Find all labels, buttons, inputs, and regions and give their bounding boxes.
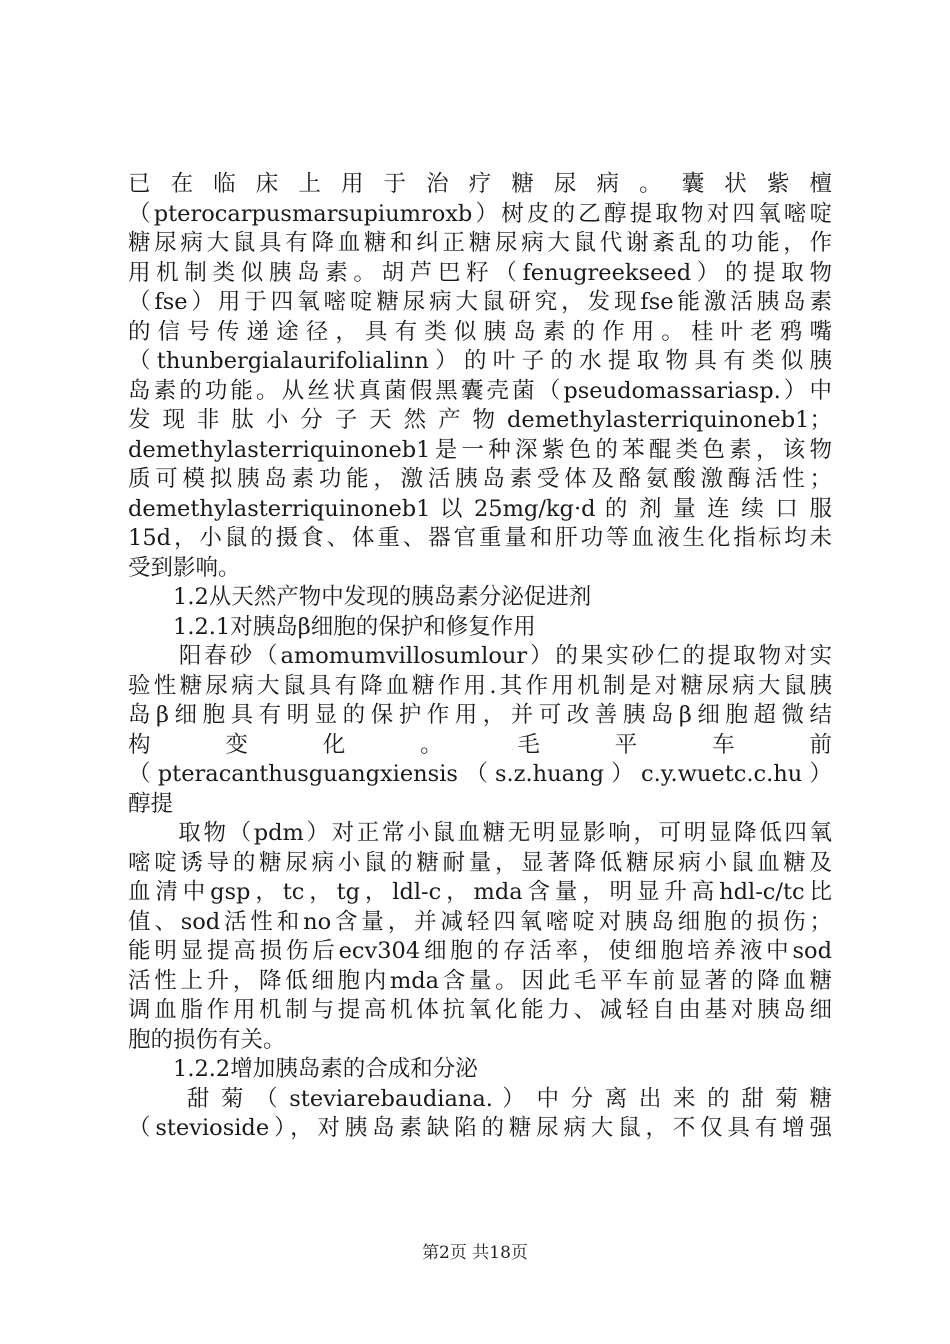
text-line: 1.2.2增加胰岛素的合成和分泌	[128, 1056, 478, 1082]
text-line: 胞的损伤有关。	[128, 1026, 286, 1053]
text-line: 受到影响。	[128, 554, 241, 581]
body-text	[128, 170, 832, 1144]
text-line: 值、sod活性和no含量，并减轻四氧嘧啶对胰岛细胞的损伤；	[128, 908, 832, 935]
text-line: 岛素的功能。从丝状真菌假黑囊壳菌（pseudomassariasp.）中	[128, 377, 832, 404]
text-line: 用机制类似胰岛素。胡芦巴籽（fenugreekseed）的提取物	[128, 259, 832, 286]
text-line: 15d，小鼠的摄食、体重、器官重量和肝功等血液生化指标均未	[128, 525, 832, 551]
text-line: （fse）用于四氧嘧啶糖尿病大鼠研究，发现fse能激活胰岛素	[128, 289, 832, 315]
text-line: （pteracanthusguangxiensis（s.z.huang）c.y.wuetc.c.hu）	[128, 761, 832, 787]
text-line: demethylasterriquinoneb1是一种深紫色的苯醌类色素，该物	[128, 436, 832, 463]
text-line: 取物（pdm）对正常小鼠血糖无明显影响，可明显降低四氧	[128, 820, 832, 846]
text-line: （pterocarpusmarsupiumroxb）树皮的乙醇提取物对四氧嘧啶	[128, 200, 832, 227]
text-line: 发 现 非 肽 小 分 子 天 然 产 物 demethylasterriquinoneb1；	[128, 407, 832, 433]
text-line: 调血脂作用机制与提高机体抗氧化能力、减轻自由基对胰岛细	[128, 997, 832, 1023]
text-line: 醇提	[128, 790, 174, 817]
text-line: 阳春砂（amomumvillosumlour）的果实砂仁的提取物对实	[128, 643, 832, 669]
text-line: 构 变 化 。 毛 平 车 前	[128, 731, 832, 758]
text-line: 岛β细胞具有明显的保护作用，并可改善胰岛β细胞超微结	[128, 702, 832, 728]
text-line: （thunbergialaurifolialinn）的叶子的水提取物具有类似胰	[128, 348, 832, 374]
text-line: 1.2.1对胰岛β细胞的保护和修复作用	[128, 613, 536, 640]
text-line: 验性糖尿病大鼠具有降血糖作用.其作用机制是对糖尿病大鼠胰	[128, 672, 832, 699]
text-line: 甜 菊 （ steviarebaudiana. ） 中 分 离 出 来 的 甜 菊 糖	[128, 1085, 832, 1112]
text-line: 已 在 临 床 上 用 于 治 疗 糖 尿 病 。 囊 状 紫 檀	[128, 171, 832, 197]
text-line: demethylasterriquinoneb1 以 25mg/kg·d 的 剂 量 连 续 口 服	[128, 495, 832, 522]
text-line: 嘧啶诱导的糖尿病小鼠的糖耐量，显著降低糖尿病小鼠血糖及	[128, 849, 832, 876]
text-line: （stevioside），对胰岛素缺陷的糖尿病大鼠，不仅具有增强	[128, 1115, 832, 1141]
text-line: 能明显提高损伤后ecv304细胞的存活率，使细胞培养液中sod	[128, 938, 832, 964]
text-line: 糖尿病大鼠具有降血糖和纠正糖尿病大鼠代谢紊乱的功能，作	[128, 230, 832, 256]
text-line: 1.2从天然产物中发现的胰岛素分泌促进剂	[128, 584, 592, 610]
text-line: 质可模拟胰岛素功能，激活胰岛素受体及酪氨酸激酶活性；	[128, 466, 832, 492]
text-line: 血清中gsp，tc，tg，ldl-c，mda含量，明显升高hdl-c/tc比	[128, 879, 832, 905]
text-line: 的信号传递途径，具有类似胰岛素的作用。桂叶老鸦嘴	[128, 318, 832, 345]
text-line: 活性上升，降低细胞内mda含量。因此毛平车前显著的降血糖	[128, 967, 832, 994]
page-footer: 第2页 共18页	[422, 1243, 528, 1263]
